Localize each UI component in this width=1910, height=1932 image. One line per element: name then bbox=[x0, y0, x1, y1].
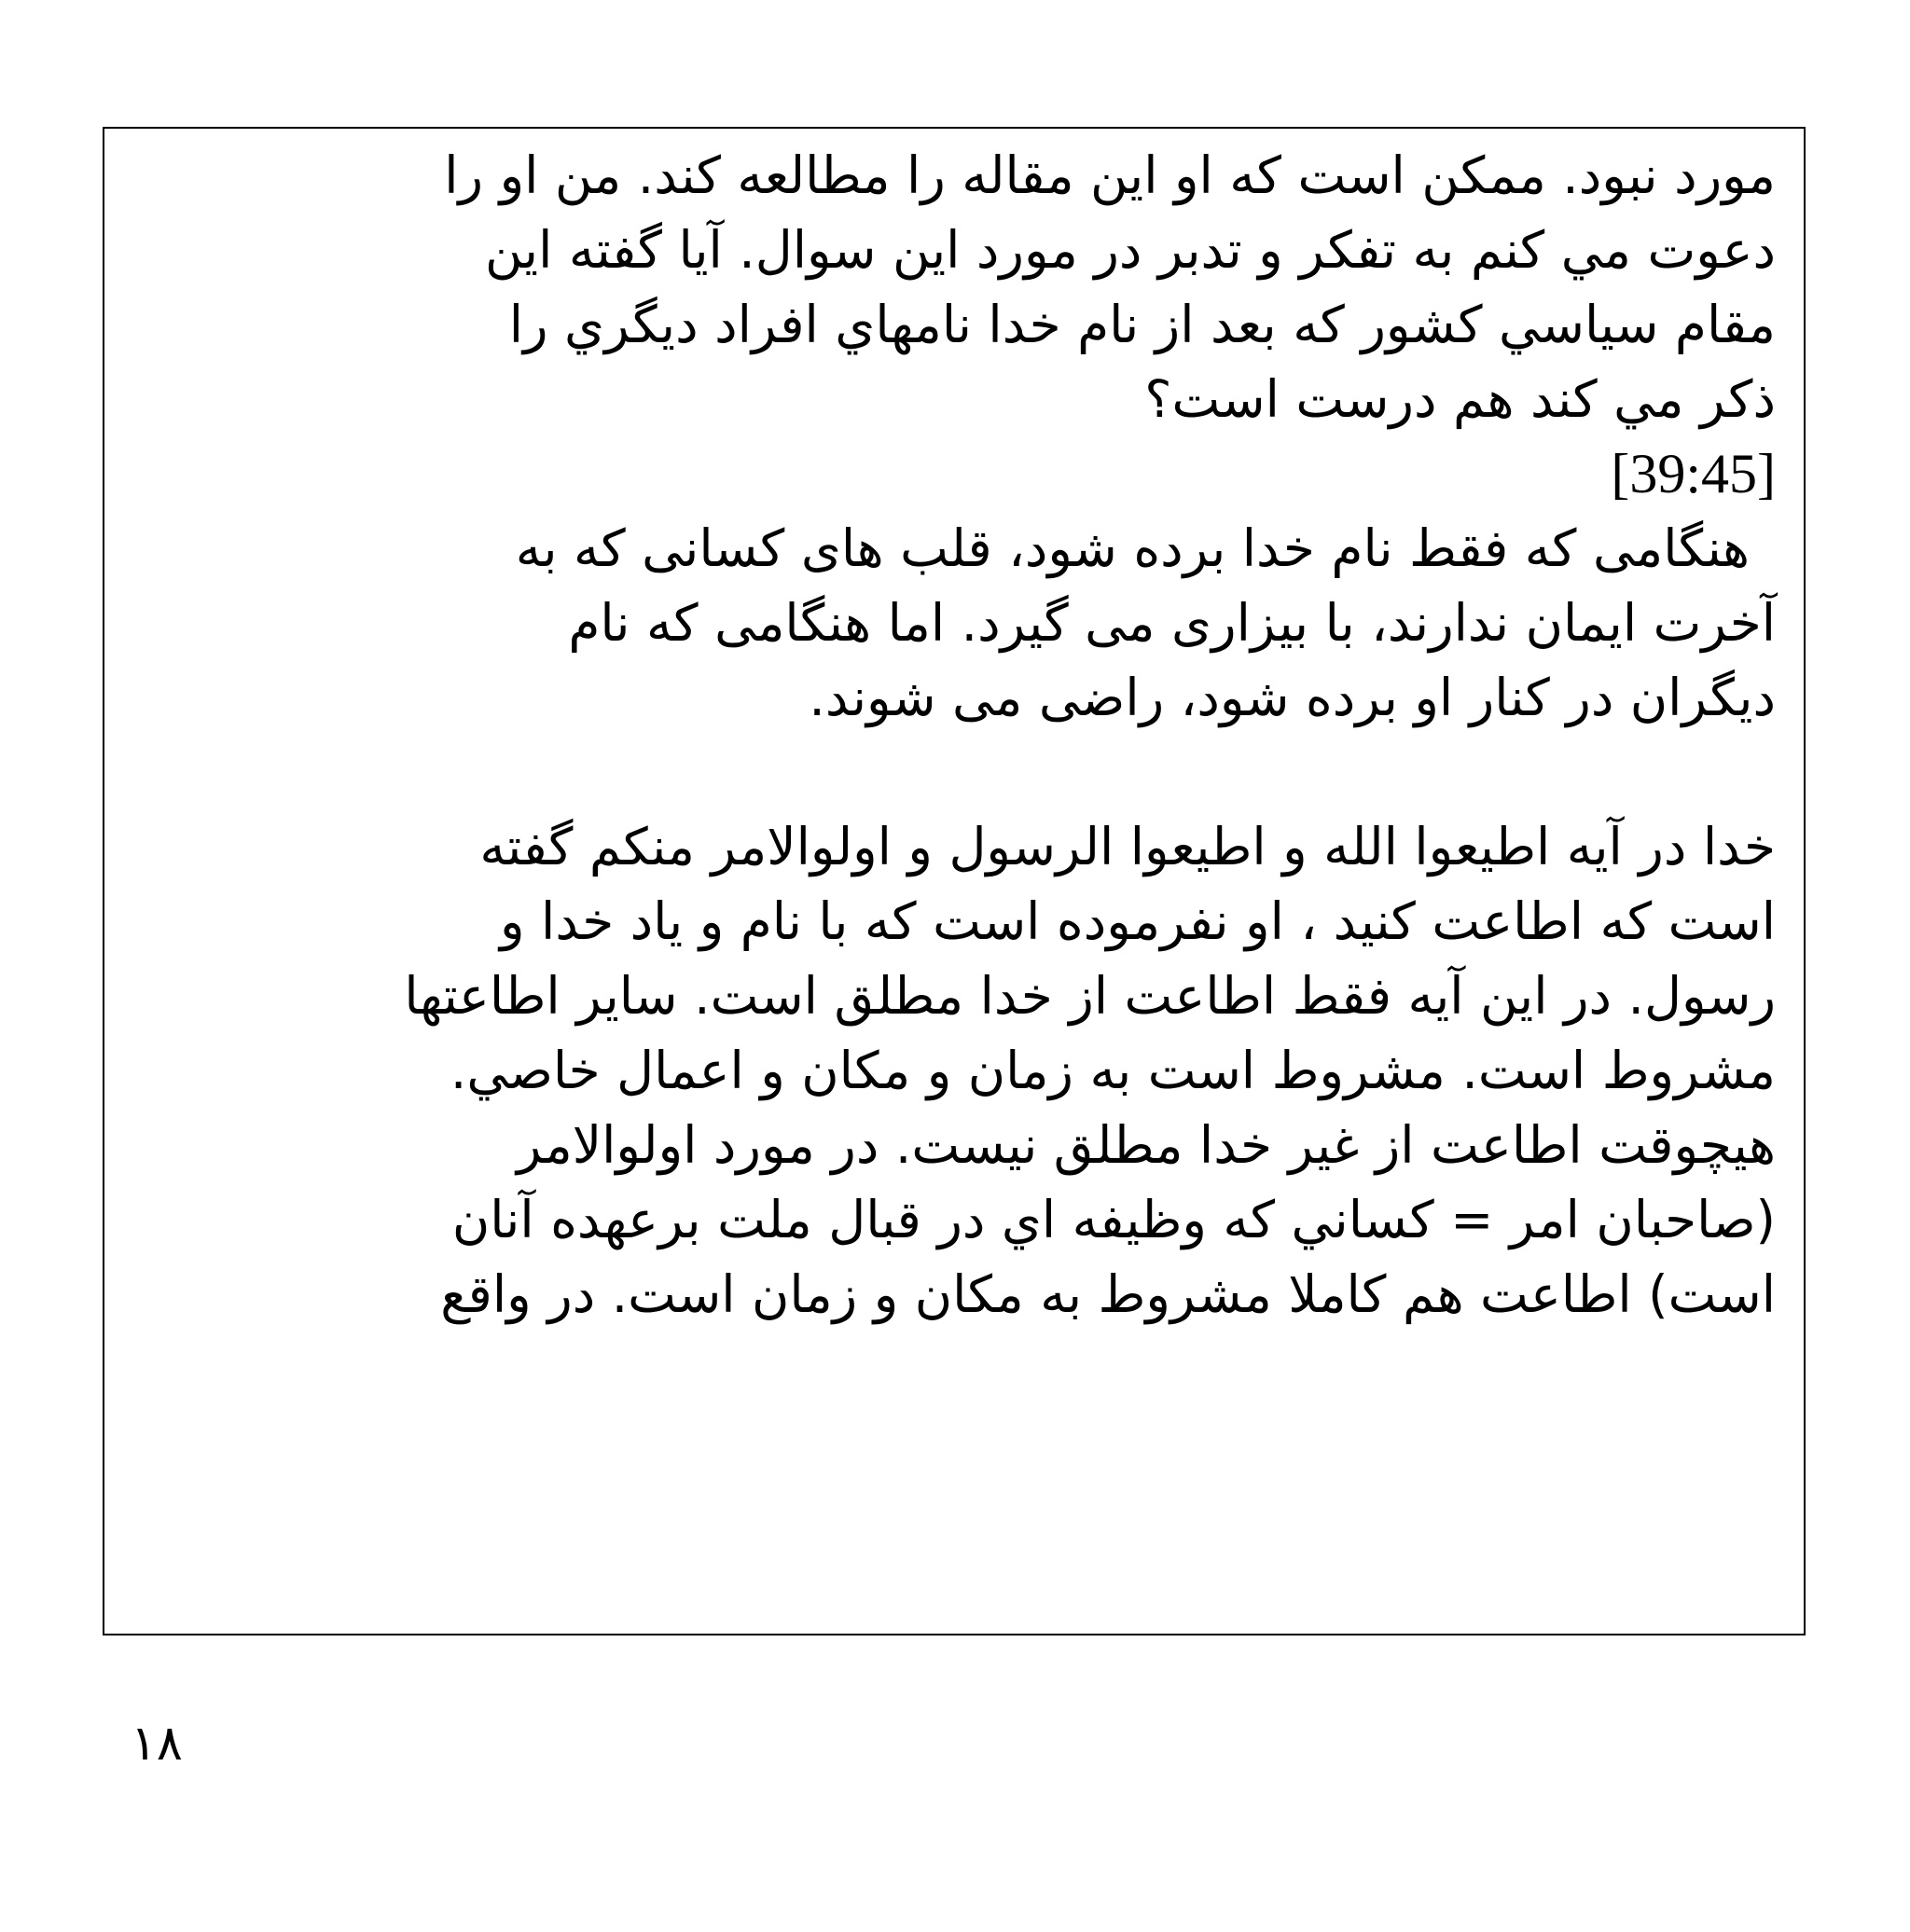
paragraph1-line-1: مورد نبود. ممكن است كه او اين مقاله را مطالعه كند. من او را bbox=[444, 145, 1776, 205]
paragraph2-line-7: است) اطاعت هم كاملا مشروط به مكان و زمان است. در واقع bbox=[440, 1264, 1776, 1324]
quote-line-3: دیگران در کنار او برده شود، راضی می شوند. bbox=[809, 668, 1776, 727]
paragraph2-line-4: مشروط است. مشروط است به زمان و مكان و اعمال خاصي. bbox=[450, 1041, 1776, 1100]
page-number: ١٨ bbox=[131, 1716, 183, 1772]
blank-line bbox=[132, 735, 1776, 809]
quote-line-2: آخرت ایمان ندارند، با بیزاری می گیرد. اما هنگامی که نام bbox=[568, 593, 1776, 653]
paragraph2-line-3: رسول. در اين آيه فقط اطاعت از خدا مطلق است. ساير اطاعتها bbox=[404, 966, 1776, 1026]
timestamp-line bbox=[132, 436, 1776, 511]
paragraph2-line-5: هيچوقت اطاعت از غير خدا مطلق نيست. در مورد اولوالامر bbox=[516, 1115, 1776, 1175]
paragraph1-line-3: مقام سياسي كشور كه بعد از نام خدا نامهاي افراد ديگري را bbox=[508, 295, 1776, 354]
paragraph2-line-1: خدا در آيه اطيعوا الله و اطيعوا الرسول و اولوالامر منكم گفته bbox=[479, 817, 1776, 876]
page-frame bbox=[103, 127, 1806, 1635]
paragraph2-line-2: است كه اطاعت كنيد ، او نفرموده است كه با نام و ياد خدا و bbox=[500, 891, 1776, 951]
quote-line-1: هنگامی که فقط نام خدا برده شود، قلب های کسانی که به bbox=[515, 518, 1750, 578]
text-block bbox=[132, 138, 1776, 1332]
paragraph1-line-2: دعوت مي كنم به تفكر و تدبر در مورد اين سوال. آيا گفته اين bbox=[484, 220, 1776, 280]
paragraph1-line-4: ذكر مي كند هم درست است؟ bbox=[1144, 369, 1776, 429]
paragraph2-line-6: (صاحبان امر = كساني كه وظيفه اي در قبال ملت برعهده آنان bbox=[451, 1190, 1776, 1249]
verse-reference: [39:45] bbox=[1611, 443, 1776, 504]
